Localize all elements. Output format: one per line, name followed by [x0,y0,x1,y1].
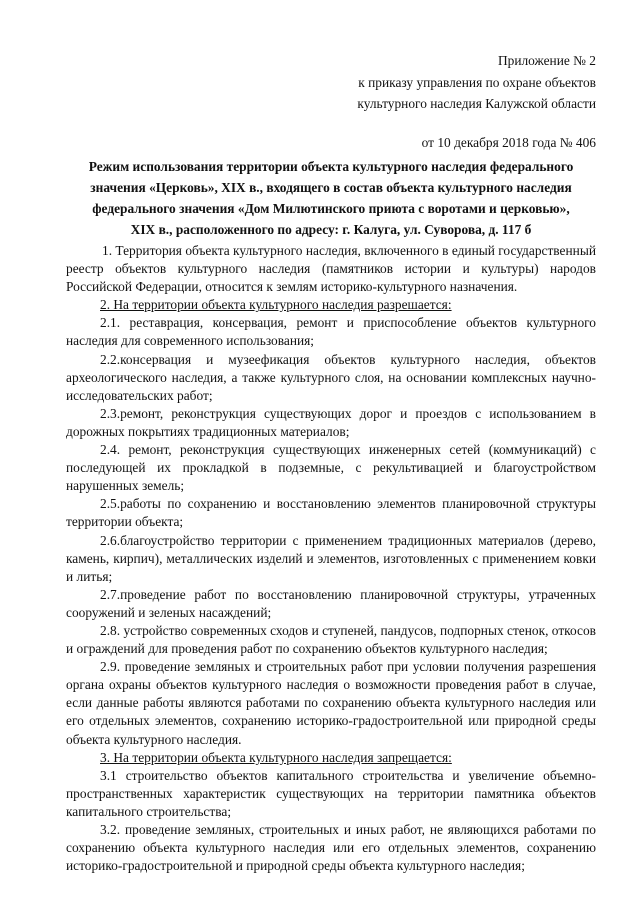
order-authority: культурного наследия Калужской области [357,96,596,111]
title-line-2: значения «Церковь», XIX в., входящего в состав объекта культурного наследия [90,180,572,195]
item-3-2: 3.2. проведение земляных, строительных и иных работ, не являющихся работами по сохранению объекта культурного наследия или его отдельных элементов, сохранению историко-градостроительной и природной среды объекта культурного наследия; [66,822,596,874]
section-2-heading [66,296,596,314]
item-2-5: 2.5.работы по сохранению и восстановлению элементов планировочной структуры территории объекта; [66,496,596,530]
item-2-8: 2.8. устройство современных сходов и ступеней, пандусов, подпорных стенок, откосов и ограждений для проведения работ по сохранению объектов культурного наследия; [66,622,596,657]
document-body [66,242,596,875]
item-3-1: 3.1 строительство объектов капитального строительства и увеличение объемно-пространственных характеристик существующих на территории памятника объектов капитального строительства; [66,767,596,819]
item-2-3: 2.3.ремонт, реконструкция существующих дорог и проездов с использованием в дорожных покрытиях традиционных материалов; [66,405,596,439]
order-date: от 10 декабря 2018 года № 406 [421,135,596,150]
document-title [66,156,596,240]
section-3-heading-text: 3. На территории объекта культурного наследия запрещается: [100,749,452,765]
title-line-1: Режим использования территории объекта культурного наследия федерального [88,159,574,174]
item-2-4: 2.4. ремонт, реконструкция существующих инженерных сетей (коммуникаций) с последующей их прокладкой в подземные, с рекультивацией и благоустройством нарушенных земель; [66,442,596,494]
order-reference: к приказу управления по охране объектов [358,74,596,90]
appendix-header [300,50,596,115]
title-line-4: XIX в., расположенного по адресу: г. Калуга, ул. Суворова, д. 117 б [130,222,532,237]
item-2-2: 2.2.консервация и музеефикация объектов культурного наследия, объектов археологического наследия, а также культурного слоя, на основании комплексных научно-исследовательских работ; [66,351,596,403]
item-2-9: 2.9. проведение земляных и строительных работ при условии получения разрешения органа охраны объектов культурного наследия о возможности проведения работ в случае, если данные работы являются работами по сохранению объекта культурного наследия или его отдельных элементов, сохранению историко-градостроительной или природной среды объекта культурного наследия. [66,659,596,747]
item-2-7: 2.7.проведение работ по восстановлению планировочной структуры, утраченных сооружений и зеленых насаждений; [66,586,596,620]
item-2-1: 2.1. реставрация, консервация, ремонт и приспособление объектов культурного наследия для современного использования; [66,315,596,349]
section-3-heading [66,749,596,767]
item-2-6: 2.6.благоустройство территории с применением традиционных материалов (дерево, камень, кирпич), металлических изделий и элементов, изготовленных с применением ковки и литья; [66,532,596,584]
appendix-number: Приложение № 2 [497,53,596,68]
title-line-3: федерального значения «Дом Милютинского приюта с воротами и церковью», [92,201,570,216]
section-2-heading-text: 2. На территории объекта культурного наследия разрешается: [100,297,452,313]
paragraph-1: 1. Территория объекта культурного наследия, включенного в единый государственный реестр объектов культурного наследия (памятников истории и культуры) народов Российской Федерации, относится к землям историко-культурного назначения. [66,243,596,295]
